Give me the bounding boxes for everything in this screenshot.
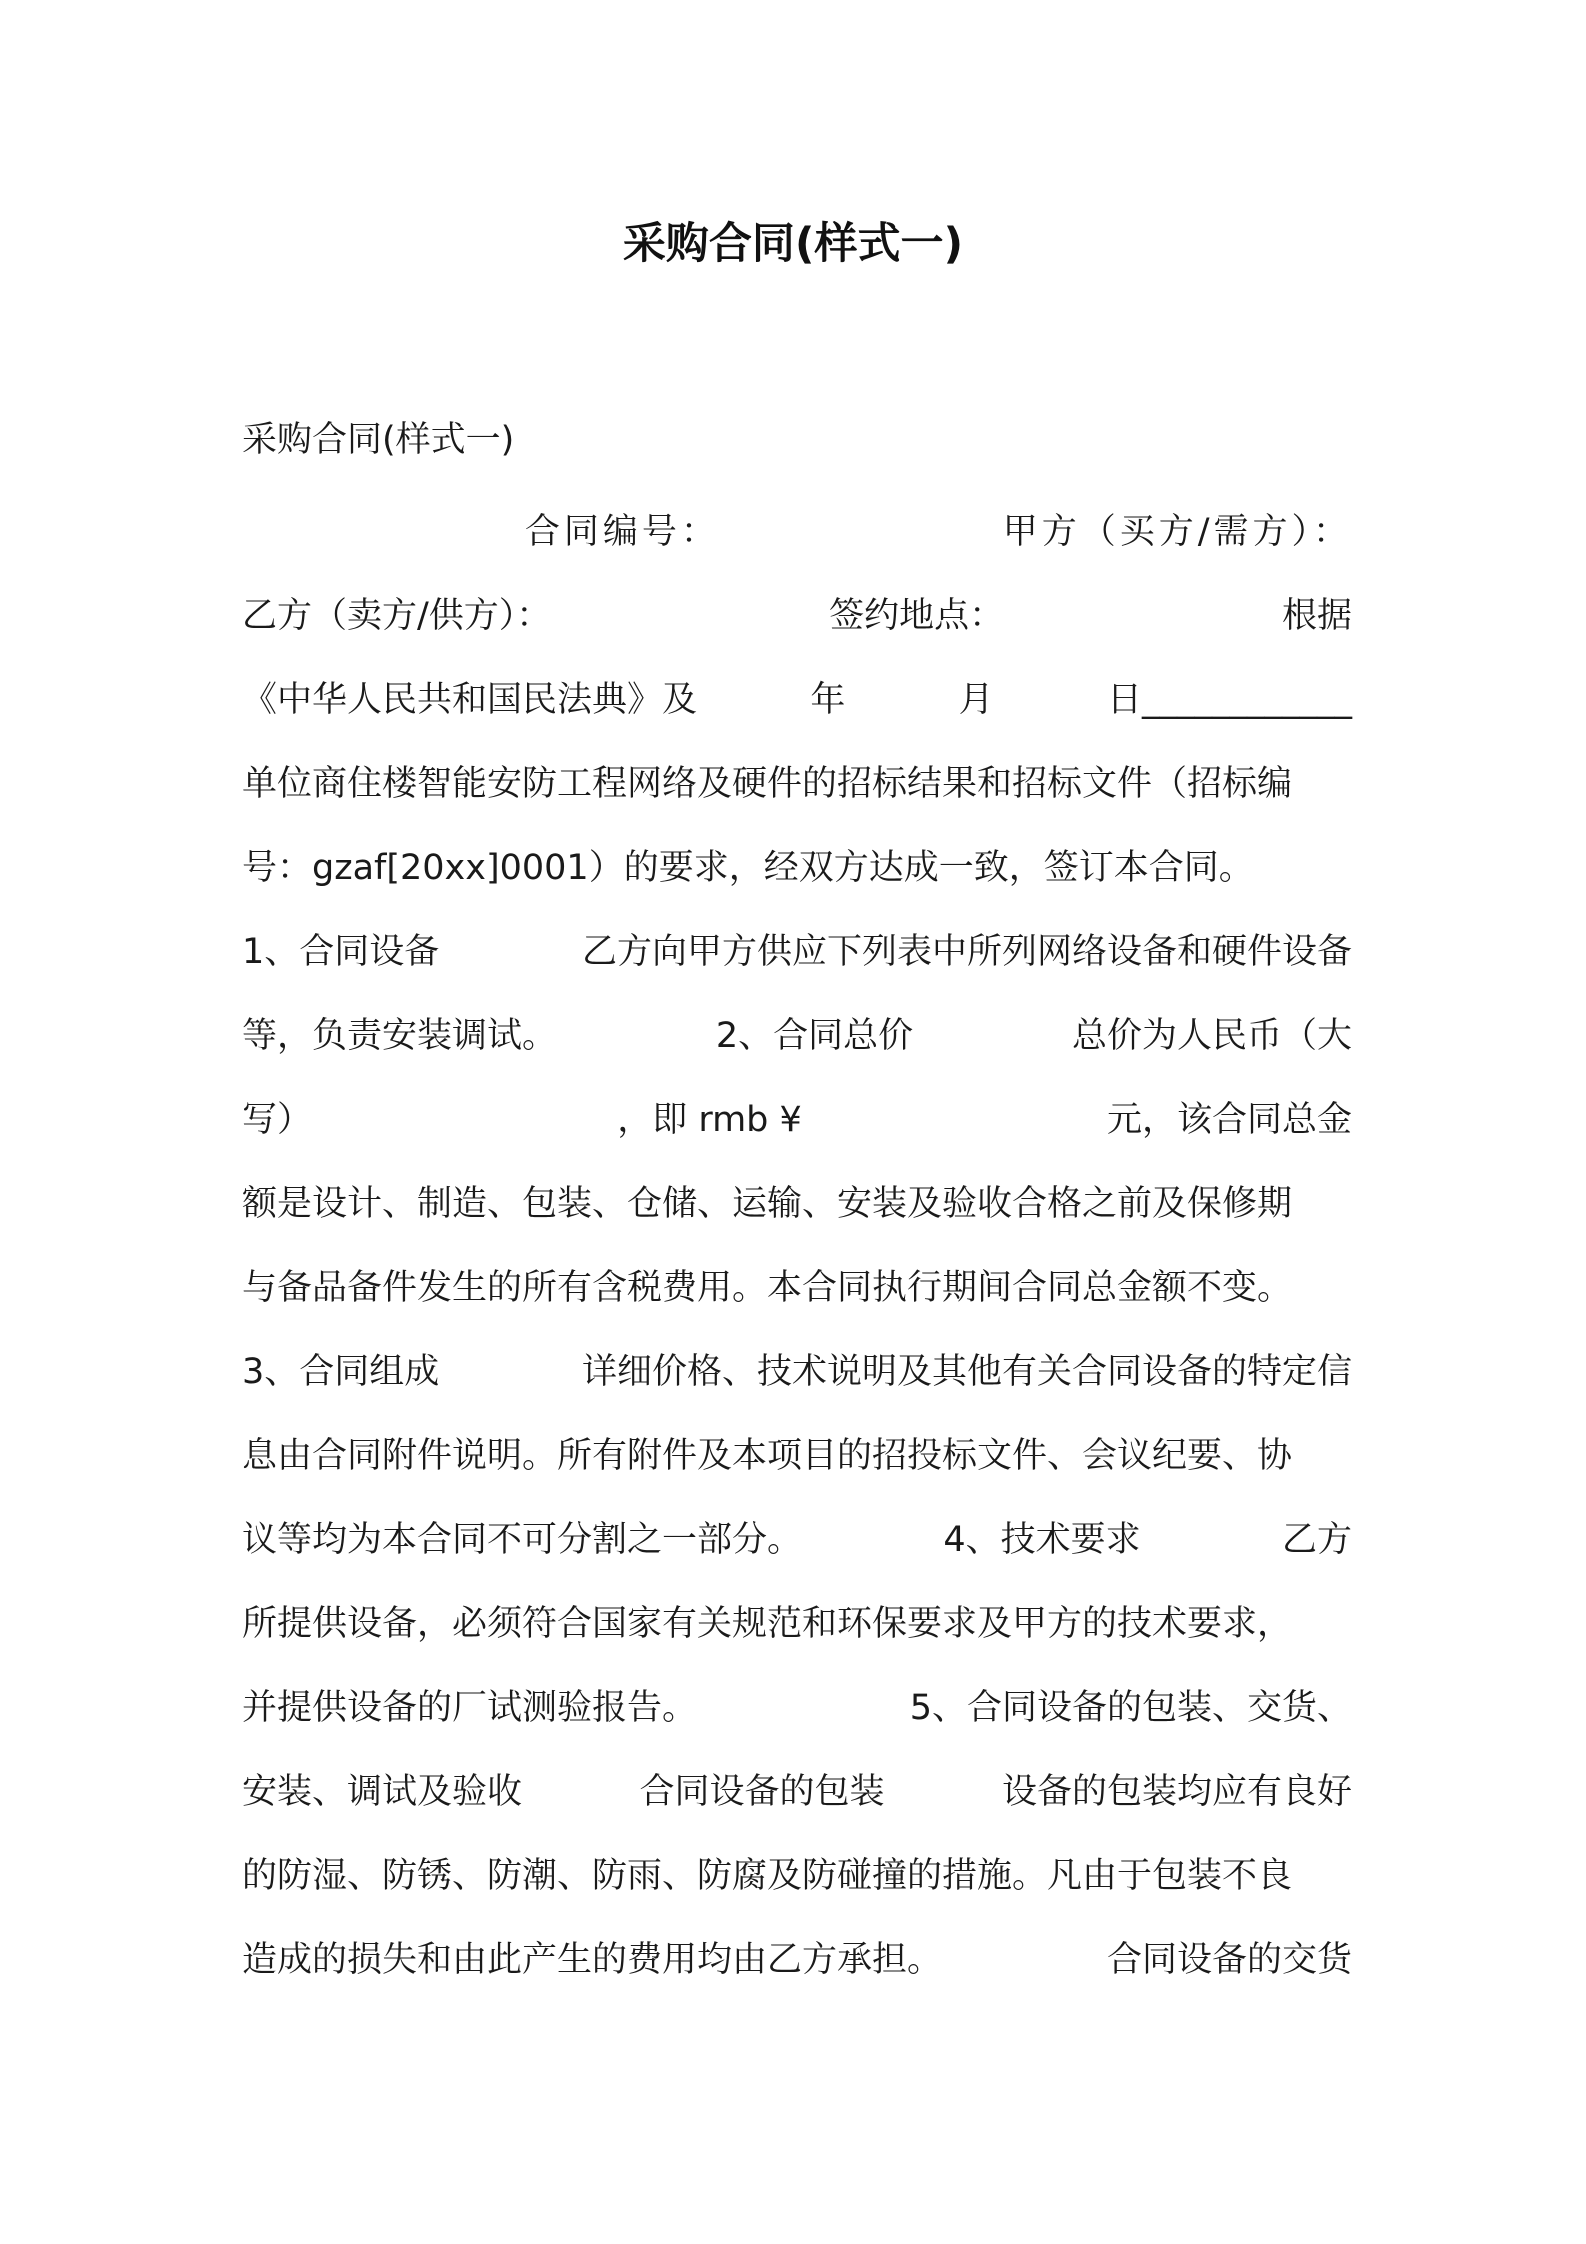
text-line [242, 994, 1352, 1078]
text-segment: 设备的包装均应有良好 [1001, 1772, 1352, 1812]
text-segment: 4、技术要求 [943, 1520, 1141, 1560]
text-line [242, 1246, 1352, 1330]
text-line [242, 1162, 1352, 1246]
text-segment: 元，该合同总金 [1106, 1100, 1352, 1140]
text-line [242, 742, 1352, 826]
text-line [242, 1498, 1352, 1582]
text-segment: 详细价格、技术说明及其他有关合同设备的特定信 [581, 1352, 1352, 1392]
text-line [242, 1666, 1352, 1750]
text-line [242, 1750, 1352, 1834]
text-segment: 额是设计、制造、包装、仓储、运输、安装及验收合格之前及保修期 [242, 1184, 1293, 1224]
text-line [242, 658, 1352, 742]
document-subtitle: 采购合同(样式一) [242, 420, 515, 460]
text-line [242, 1834, 1352, 1918]
text-segment: 乙方 [1281, 1520, 1352, 1560]
text-segment: 合同设备的包装 [639, 1772, 885, 1812]
text-line [242, 490, 1352, 574]
text-segment: 所提供设备，必须符合国家有关规范和环保要求及甲方的技术要求， [242, 1604, 1293, 1644]
text-segment: 乙方向甲方供应下列表中所列网络设备和硬件设备 [581, 932, 1352, 972]
text-segment: 号：gzaf[20xx]0001）的要求，经双方达成一致，签订本合同。 [242, 848, 1254, 888]
text-segment: 日____________ [1106, 680, 1352, 720]
text-line [242, 826, 1352, 910]
text-segment: 息由合同附件说明。所有附件及本项目的招投标文件、会议纪要、协 [242, 1436, 1293, 1476]
document-title: 采购合同(样式一) [622, 219, 964, 269]
text-segment: 月 [958, 680, 994, 720]
contract-body [242, 490, 1352, 2002]
text-segment: 乙方（卖方/供方）： [242, 596, 552, 636]
text-segment: 签约地点： [829, 596, 1005, 636]
text-segment: 等，负责安装调试。 [242, 1016, 558, 1056]
text-segment: 安装、调试及验收 [242, 1772, 523, 1812]
text-segment: 造成的损失和由此产生的费用均由乙方承担。 [242, 1940, 943, 1980]
text-line [242, 1918, 1352, 2002]
text-segment: 写） [242, 1100, 313, 1140]
text-segment: 甲方（买方/需方）： [1002, 512, 1352, 552]
text-segment: 与备品备件发生的所有含税费用。本合同执行期间合同总金额不变。 [242, 1268, 1293, 1308]
text-segment: 5、合同设备的包装、交货、 [909, 1688, 1352, 1728]
text-line [242, 1582, 1352, 1666]
text-segment: 1、合同设备 [242, 932, 440, 972]
text-segment: 合同编号： [524, 512, 720, 552]
text-segment: 的防湿、防锈、防潮、防雨、防腐及防碰撞的措施。凡由于包装不良 [242, 1856, 1293, 1896]
text-segment: 并提供设备的厂试测验报告。 [242, 1688, 698, 1728]
text-segment: 年 [810, 680, 846, 720]
text-line [242, 574, 1352, 658]
text-segment: 根据 [1281, 596, 1352, 636]
text-line [242, 1414, 1352, 1498]
text-segment: 合同设备的交货 [1106, 1940, 1352, 1980]
text-line [242, 1330, 1352, 1414]
text-segment: 总价为人民币（大 [1071, 1016, 1352, 1056]
text-segment: 《中华人民共和国民法典》及 [242, 680, 698, 720]
text-segment: 2、合同总价 [715, 1016, 914, 1056]
text-segment: ，即 rmb ¥ [617, 1100, 802, 1140]
text-segment: 3、合同组成 [242, 1352, 440, 1392]
text-line [242, 910, 1352, 994]
text-segment: 单位商住楼智能安防工程网络及硬件的招标结果和招标文件（招标编 [242, 764, 1293, 804]
text-segment: 议等均为本合同不可分割之一部分。 [242, 1520, 803, 1560]
text-line [242, 1078, 1352, 1162]
